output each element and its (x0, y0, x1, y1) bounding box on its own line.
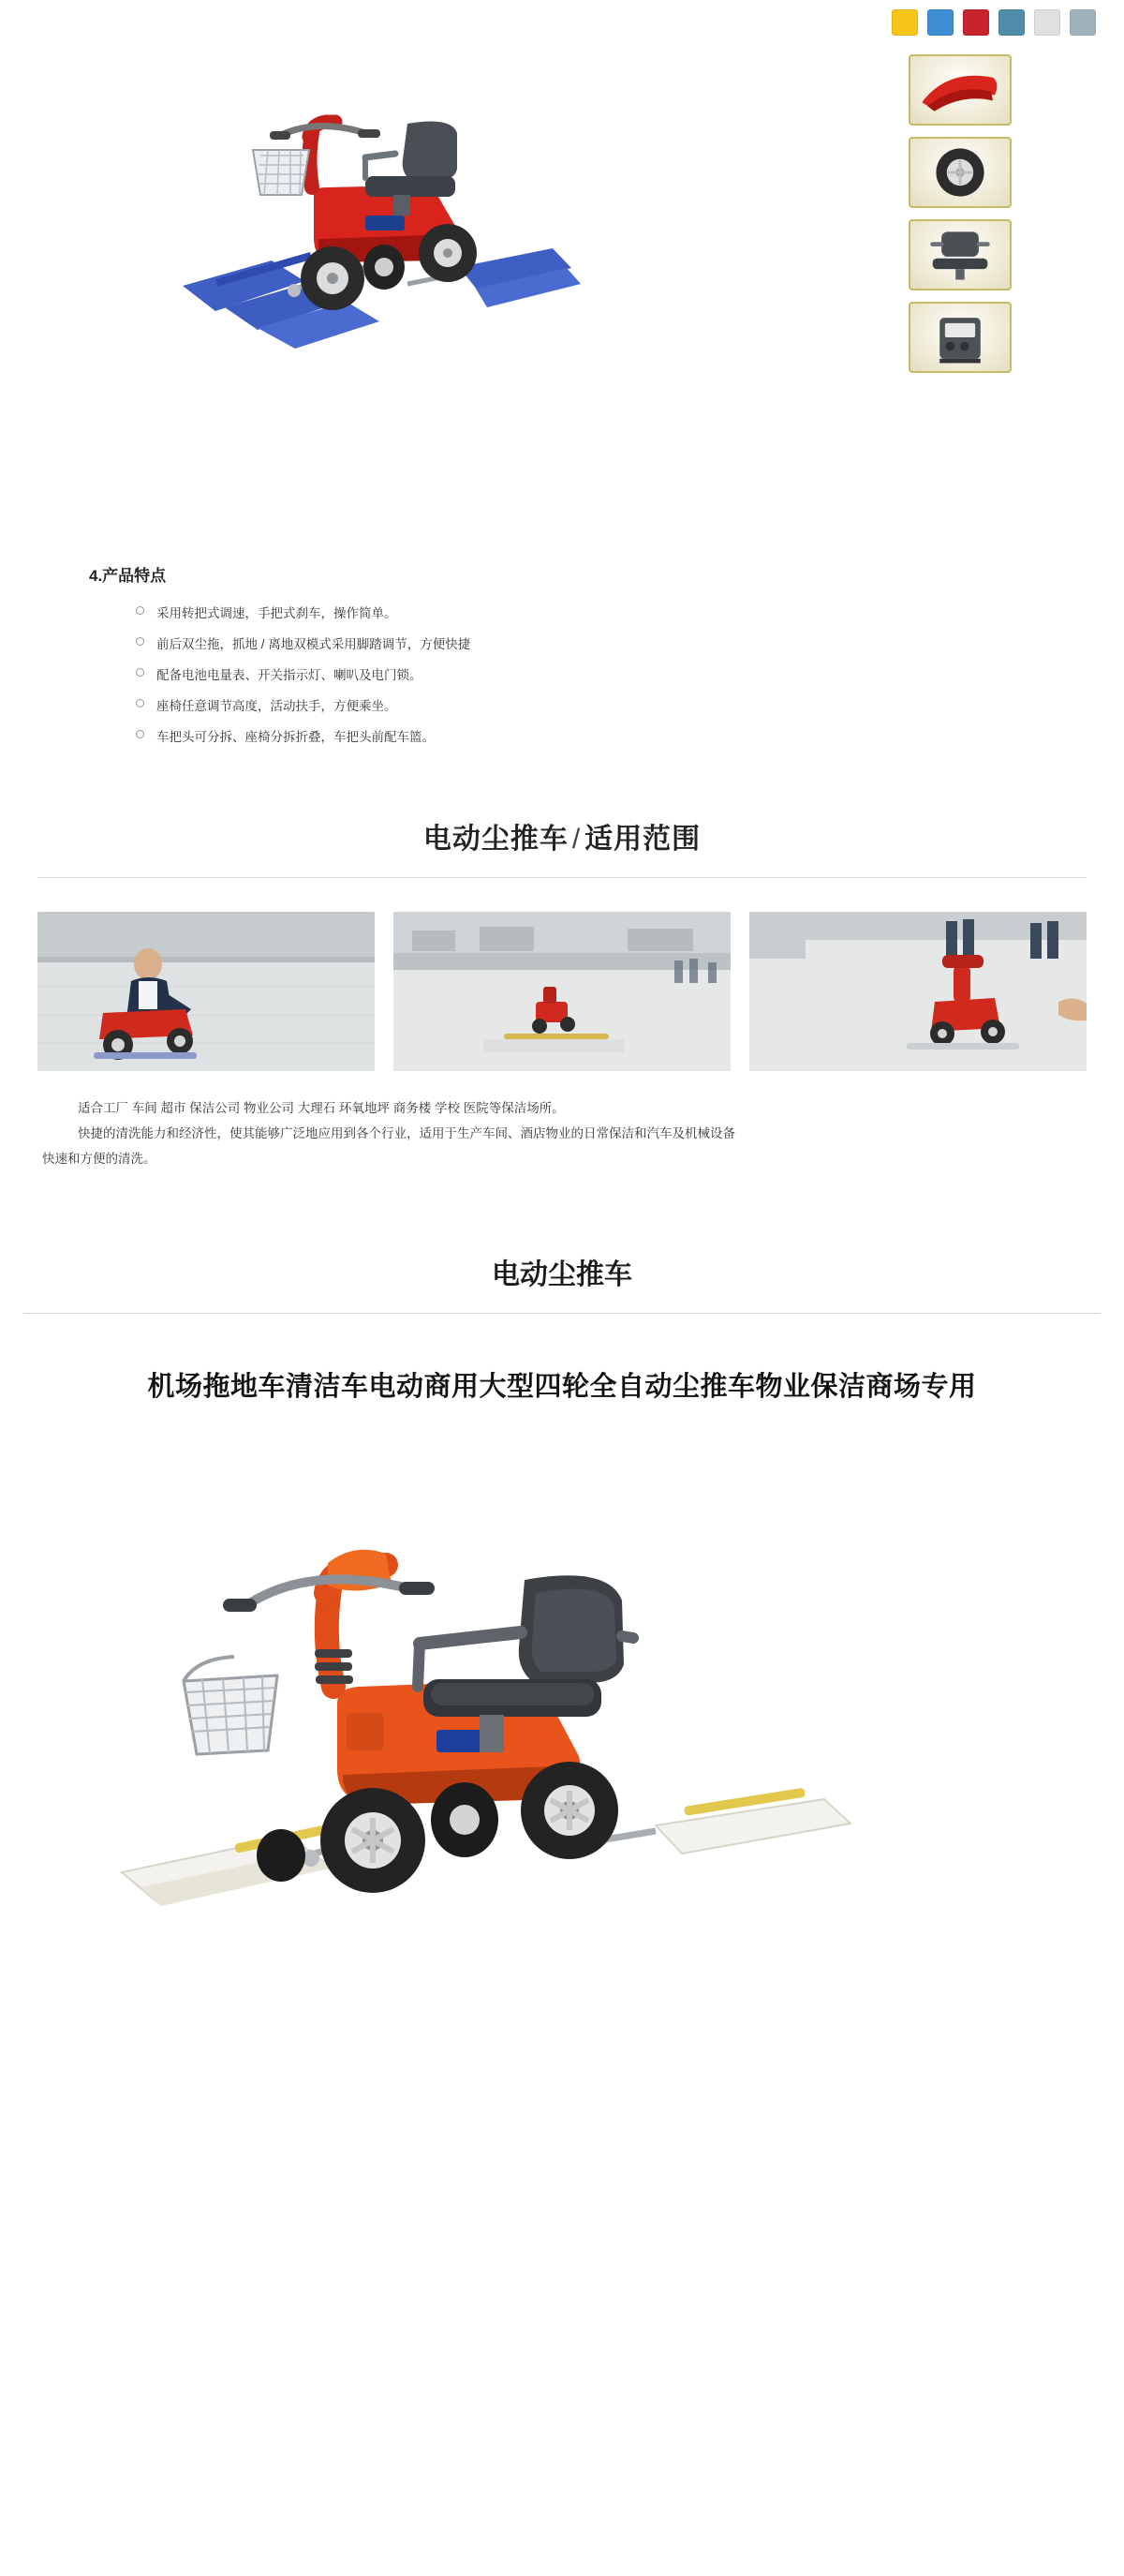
feature-item (136, 603, 1124, 621)
thumbnail-seat[interactable] (909, 219, 1012, 290)
color-swatch-5[interactable] (1034, 9, 1060, 36)
color-swatch-2[interactable] (927, 9, 954, 36)
color-swatch-4[interactable] (998, 9, 1025, 36)
scope-section-title (0, 815, 1124, 856)
color-options (892, 9, 1096, 36)
feature-item (136, 726, 1124, 745)
color-swatch-6[interactable] (1070, 9, 1096, 36)
hero-gallery (0, 0, 1124, 543)
scope-photo-1 (37, 912, 375, 1071)
large-product-image (0, 1432, 1124, 1994)
scope-photo-row (37, 912, 1087, 1071)
scope-photo-3 (749, 912, 1087, 1071)
feature-item (136, 633, 1124, 652)
thumbnail-wheel[interactable] (909, 137, 1012, 208)
bullet-icon (136, 637, 144, 646)
feature-text: 采用转把式调速，手把式刹车，操作简单。 (156, 606, 397, 620)
main-product-image (84, 56, 740, 487)
product-features (0, 553, 1124, 745)
scope-title-sub: 适用范围 (584, 824, 702, 855)
scope-paragraph-line-2: 快捷的清洗能力和经济性，使其能够广泛地应用到各个行业，适用于生产车间、酒店物业的日常保洁和汽车及机械设备 (78, 1126, 735, 1140)
bullet-icon (136, 699, 144, 707)
scope-description (42, 1095, 1082, 1171)
mid-section-title: 电动尘推车 (492, 1259, 632, 1290)
scope-paragraph-line-1: 适合工厂 车间 超市 保洁公司 物业公司 大理石 环氧地坪 商务楼 学校 医院等保洁场所。 (78, 1101, 565, 1115)
color-swatch-3[interactable] (963, 9, 989, 36)
scope-photo-2 (393, 912, 731, 1071)
feature-text: 配备电池电量表、开关指示灯、喇叭及电门锁。 (156, 668, 422, 682)
divider (23, 1313, 1101, 1314)
thumbnail-fender[interactable] (909, 54, 1012, 126)
bullet-icon (136, 730, 144, 738)
scope-title-slash: / (571, 824, 582, 855)
thumbnail-list (909, 54, 1012, 373)
divider (37, 877, 1087, 878)
feature-text: 车把头可分拆、座椅分拆折叠，车把头前配车篮。 (156, 730, 435, 744)
scope-title-main: 电动尘推车 (422, 824, 569, 855)
color-swatch-1[interactable] (892, 9, 918, 36)
thumbnail-control-panel[interactable] (909, 302, 1012, 373)
feature-item (136, 695, 1124, 714)
scope-paragraph-line-3: 快速和方便的清洗。 (42, 1152, 156, 1166)
product-title: 机场拖地车清洁车电动商用大型四轮全自动尘推车物业保洁商场专用 (147, 1372, 977, 1402)
feature-text: 前后双尘拖，抓地 / 离地双模式采用脚踏调节，方便快捷 (156, 637, 471, 651)
bullet-icon (136, 606, 144, 615)
bullet-icon (136, 668, 144, 677)
features-heading: 4.产品特点 (89, 567, 167, 585)
feature-text: 座椅任意调节高度，活动扶手，方便乘坐。 (156, 699, 397, 713)
feature-item (136, 664, 1124, 683)
